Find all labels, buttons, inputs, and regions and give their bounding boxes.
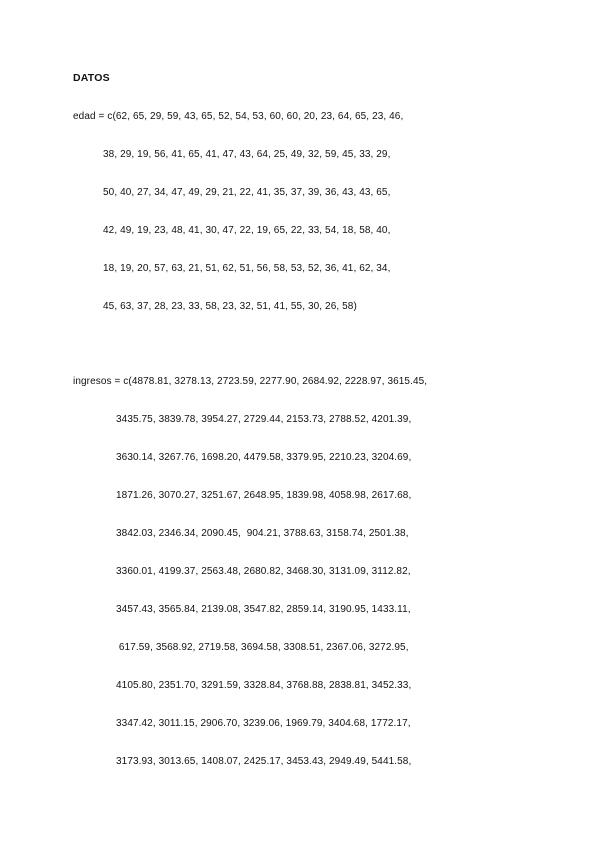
edad-line: 38, 29, 19, 56, 41, 65, 41, 47, 43, 64, 25, 49, 32, 59, 45, 33, 29, — [103, 149, 391, 160]
ingresos-line: ingresos = c(4878.81, 3278.13, 2723.59, 2277.90, 2684.92, 2228.97, 3615.45, — [73, 376, 428, 387]
ingresos-line: 3457.43, 3565.84, 2139.08, 3547.82, 2859.14, 3190.95, 1433.11, — [116, 604, 411, 615]
edad-line: 50, 40, 27, 34, 47, 49, 29, 21, 22, 41, 35, 37, 39, 36, 43, 43, 65, — [103, 187, 391, 198]
ingresos-line: 1871.26, 3070.27, 3251.67, 2648.95, 1839.98, 4058.98, 2617.68, — [116, 490, 412, 501]
edad-line: 45, 63, 37, 28, 23, 33, 58, 23, 32, 51, 41, 55, 30, 26, 58) — [103, 301, 357, 312]
ingresos-line: 3435.75, 3839.78, 3954.27, 2729.44, 2153.73, 2788.52, 4201.39, — [116, 414, 412, 425]
ingresos-line: 3630.14, 3267.76, 1698.20, 4479.58, 3379.95, 2210.23, 3204.69, — [116, 452, 412, 463]
ingresos-line: 3360.01, 4199.37, 2563.48, 2680.82, 3468.30, 3131.09, 3112.82, — [116, 566, 411, 577]
section-heading: DATOS — [73, 72, 110, 84]
ingresos-line: 3173.93, 3013.65, 1408.07, 2425.17, 3453.43, 2949.49, 5441.58, — [116, 756, 412, 767]
edad-line: edad = c(62, 65, 29, 59, 43, 65, 52, 54, 53, 60, 60, 20, 23, 64, 65, 23, 46, — [73, 111, 404, 122]
ingresos-line: 4105.80, 2351.70, 3291.59, 3328.84, 3768.88, 2838.81, 3452.33, — [116, 680, 412, 691]
edad-line: 42, 49, 19, 23, 48, 41, 30, 47, 22, 19, 65, 22, 33, 54, 18, 58, 40, — [103, 225, 391, 236]
ingresos-line: 3842.03, 2346.34, 2090.45, 904.21, 3788.63, 3158.74, 2501.38, — [116, 528, 409, 539]
edad-line: 18, 19, 20, 57, 63, 21, 51, 62, 51, 56, 58, 53, 52, 36, 41, 62, 34, — [103, 263, 391, 274]
ingresos-line: 617.59, 3568.92, 2719.58, 3694.58, 3308.51, 2367.06, 3272.95, — [116, 642, 409, 653]
ingresos-line: 3347.42, 3011.15, 2906.70, 3239.06, 1969.79, 3404.68, 1772.17, — [116, 718, 411, 729]
